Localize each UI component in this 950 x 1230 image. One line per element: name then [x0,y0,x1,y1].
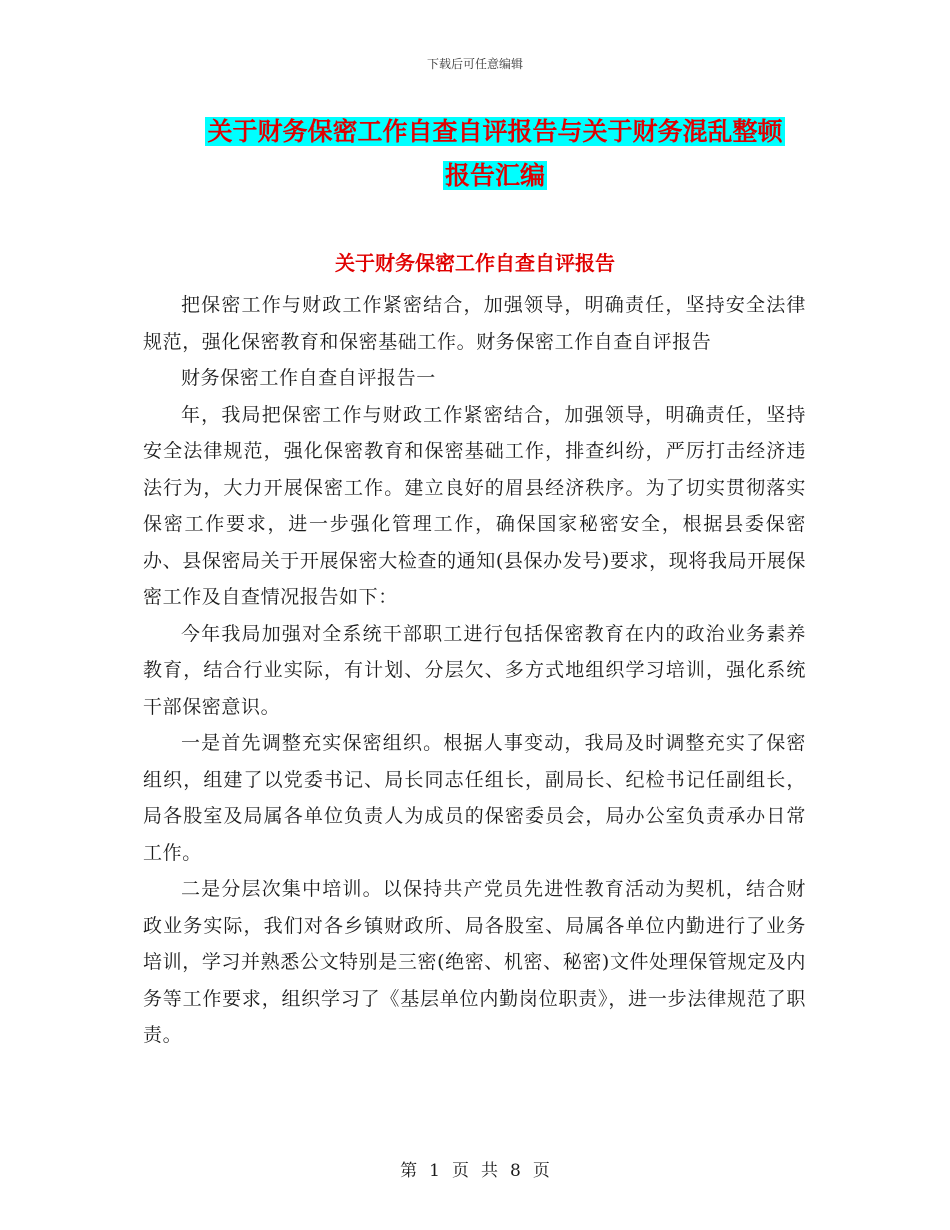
paragraph: 把保密工作与财政工作紧密结合，加强领导，明确责任，坚持安全法律规范，强化保密教育和保密基础工作。财务保密工作自查自评报告 [143,294,806,353]
footer-label-gong: 共 [481,1161,498,1181]
current-page-number: 1 [429,1161,440,1181]
paragraph: 一是首先调整充实保密组织。根据人事变动，我局及时调整充实了保密组织，组建了以党委书记、局长同志任组长，副局长、纪检书记任副组长，局各股室及局属各单位负责人为成员的保密委员会，局办公室负责承办日常工作。 [143,732,806,864]
paragraph: 二是分层次集中培训。以保持共产党员先进性教育活动为契机，结合财政业务实际，我们对各乡镇财政所、局各股室、局属各单位内勤进行了业务培训，学习并熟悉公文特别是三密(绝密、机密、秘密)文件处理保管规定及内务等工作要求，组织学习了《基层单位内勤岗位职责》，进一步法律规范了职责。 [143,878,806,1046]
document-title-line2: 报告汇编 [444,161,545,190]
paragraph: 今年我局加强对全系统干部职工进行包括保密教育在内的政治业务素养教育，结合行业实际，有计划、分层欠、多方式地组织学习培训，强化系统干部保密意识。 [143,622,806,718]
paragraph: 年，我局把保密工作与财政工作紧密结合，加强领导，明确责任，坚持安全法律规范，强化保密教育和保密基础工作，排查纠纷，严厉打击经济违法行为，大力开展保密工作。建立良好的眉县经济秩序。为了切实贯彻落实保密工作要求，进一步强化管理工作，确保国家秘密安全，根据县委保密办、县保密局关于开展保密大检查的通知(县保办发号)要求，现将我局开展保密工作及自查情况报告如下： [143,403,806,608]
footer-label-ye: 页 [452,1161,469,1181]
document-body [143,287,806,1054]
footer-label-di: 第 [400,1161,418,1181]
header-note: 下载后可任意编辑 [426,57,523,71]
total-page-count: 8 [510,1161,521,1181]
paragraph: 财务保密工作自查自评报告一 [181,367,436,389]
document-title-line1: 关于财务保密工作自查自评报告与关于财务混乱整顿 [207,117,783,146]
document-title [150,110,840,198]
page-footer [0,1156,950,1181]
section-title: 关于财务保密工作自查自评报告 [335,251,615,275]
footer-label-ye: 页 [532,1161,550,1181]
